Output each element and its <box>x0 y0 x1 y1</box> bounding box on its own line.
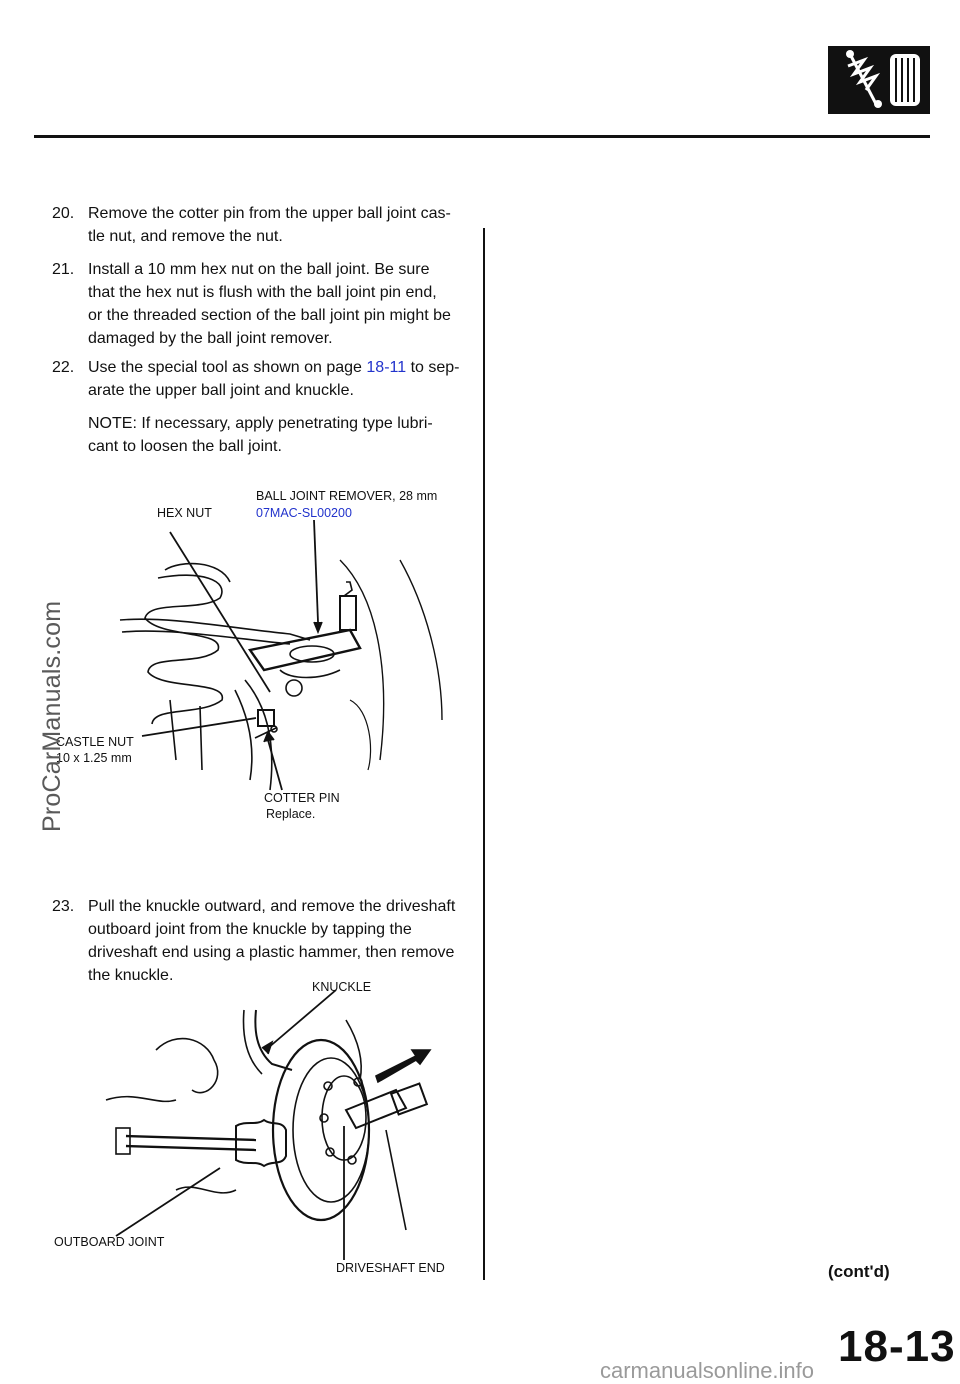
text: Use the special tool as shown on page <box>88 359 367 376</box>
ball-joint-remover-label: BALL JOINT REMOVER, 28 mm <box>256 489 438 503</box>
knuckle-removal-illustration <box>96 990 456 1260</box>
step-text-line: driveshaft end using a plastic hammer, then remove <box>88 944 455 961</box>
step-22 <box>52 356 464 402</box>
note-line: cant to loosen the ball joint. <box>88 438 282 455</box>
step-text-line: that the hex nut is flush with the ball joint pin end, <box>88 284 437 301</box>
hex-nut-label: HEX NUT <box>157 506 212 520</box>
cotter-pin-label: COTTER PIN <box>264 791 340 805</box>
step-text-line: arate the upper ball joint and knuckle. <box>88 382 354 399</box>
knuckle-label: KNUCKLE <box>312 980 372 994</box>
tool-number-link[interactable]: 07MAC-SL00200 <box>256 506 352 520</box>
step-text-line: the knuckle. <box>88 967 174 984</box>
continued-label: (cont'd) <box>828 1262 890 1281</box>
side-watermark: ProCarManuals.com <box>38 600 66 832</box>
driveshaft-end-label: DRIVESHAFT END <box>336 1261 445 1275</box>
text: to sep- <box>406 359 460 376</box>
step-text-line: damaged by the ball joint remover. <box>88 330 333 347</box>
step-number: 20. <box>52 205 75 222</box>
note-line: NOTE: If necessary, apply penetrating type lubri- <box>88 415 433 432</box>
step-text-line: Remove the cotter pin from the upper ball joint cas- <box>88 205 451 222</box>
step-text-line: tle nut, and remove the nut. <box>88 228 283 245</box>
step-text-line: Pull the knuckle outward, and remove the driveshaft <box>88 898 456 915</box>
cotter-pin-note: Replace. <box>266 807 316 821</box>
step-21 <box>52 258 464 350</box>
page-link-18-11[interactable]: 18-11 <box>366 359 407 376</box>
step-text-line: Install a 10 mm hex nut on the ball joint. Be sure <box>88 261 430 278</box>
castle-nut-label: CASTLE NUT <box>56 735 134 749</box>
castle-nut-size-label: 10 x 1.25 mm <box>56 751 132 765</box>
step-text-line: outboard joint from the knuckle by tapping the <box>88 921 412 938</box>
page-number: 18-13 <box>838 1322 956 1371</box>
step-number: 21. <box>52 261 75 278</box>
step-text-line <box>88 356 464 379</box>
column-divider <box>483 228 485 1280</box>
step-20 <box>52 202 464 248</box>
header-rule <box>34 135 930 138</box>
footer-watermark: carmanualsonline.info <box>600 1358 815 1383</box>
step-number: 23. <box>52 898 75 915</box>
ball-joint-separation-illustration <box>50 520 470 800</box>
step-text-line: or the threaded section of the ball joint pin might be <box>88 307 451 324</box>
outboard-joint-label: OUTBOARD JOINT <box>54 1235 165 1249</box>
note <box>88 412 464 458</box>
suspension-section-icon <box>828 46 930 114</box>
step-23 <box>52 895 464 987</box>
step-number: 22. <box>52 359 75 376</box>
